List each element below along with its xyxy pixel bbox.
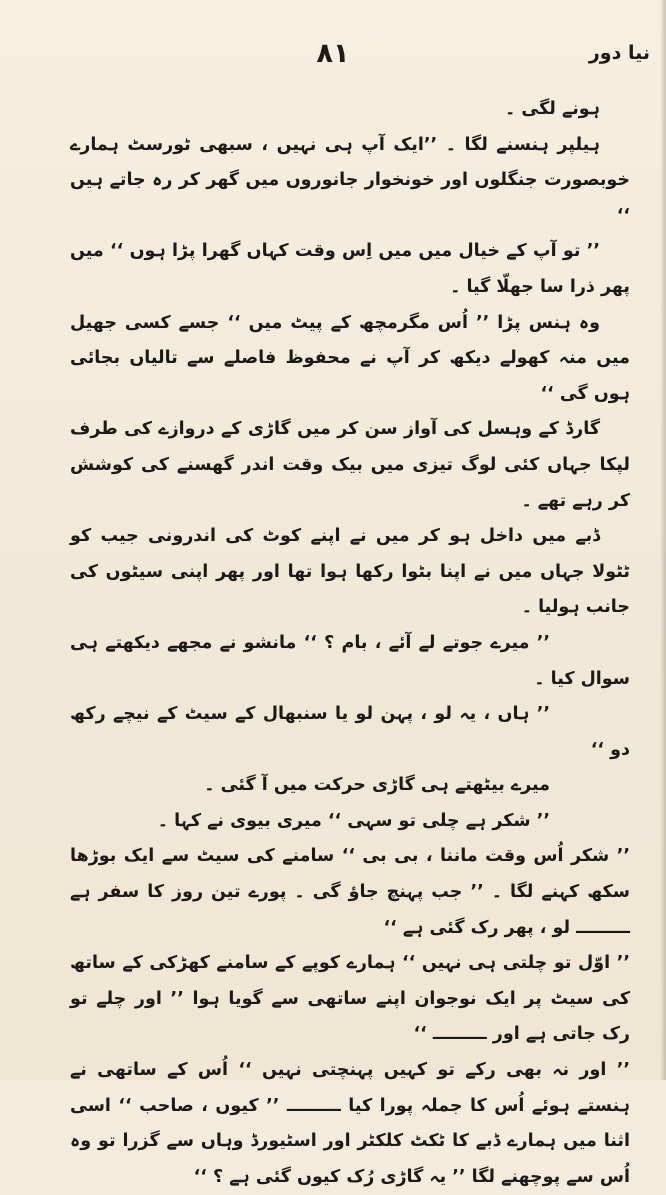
page-edge-shadow bbox=[660, 0, 666, 1080]
paragraph: ڈبے میں داخل ہو کر میں نے اپنے کوٹ کی اندرونی جیب کو ٹٹولا جہاں میں نے اپنا بٹوا رکھا ہوا تھا اور پھر اپنی سیٹوں کی جانب ہولیا ۔ bbox=[70, 526, 630, 618]
paragraph: ’’ اوّل تو چلتی ہی نہیں ‘‘ ہمارے کوپے کے سامنے کھڑکی کے ساتھ کی سیٹ پر ایک نوجوان اپنے ساتھی سے گویا ہوا ’’ اور چلے تو رک جاتی ہے اور ـــــــــ ‘‘ bbox=[70, 953, 630, 1045]
paragraph: ہیلپر ہنسنے لگا ۔ ’’ایک آپ ہی نہیں ، سبھی ٹورسٹ ہمارے خوبصورت جنگلوں اور خونخوار جانوروں میں گھر کر رہ جاتے ہیں ‘‘ bbox=[70, 134, 630, 226]
paragraph: میرے بیٹھتے ہی گاڑی حرکت میں آ گئی ۔ bbox=[204, 775, 550, 796]
paragraph: ’’ شکر ہے چلی تو سہی ‘‘ میری بیوی نے کہا ۔ bbox=[157, 810, 550, 831]
running-head: نیا دور bbox=[588, 42, 650, 64]
page-number: ۸۱ bbox=[316, 38, 350, 69]
paragraph: ’’ اور نہ بھی رکے تو کہیں پہنچتی نہیں ‘‘ اُس کے ساتھی نے ہنستے ہوئے اُس کا جملہ پورا کیا ـــــــــ ’’ کیوں ، صاحب ‘‘ اسی اثنا میں ہمارے ڈبے کا ٹکٹ کلکٹر اور اسٹیورڈ وہاں سے گزرا تو وہ اُس سے پوچھنے لگا ’’ یہ گاڑی رُک کیوں گئی ہے ؟ ‘‘ bbox=[70, 1060, 630, 1187]
page-header bbox=[0, 38, 666, 78]
paragraph: ’’ میرے جوتے لے آئے ، بام ؟ ‘‘ مانشو نے مجھے دیکھتے ہی سوال کیا ۔ bbox=[70, 632, 630, 689]
paragraph: ’’ تو آپ کے خیال میں میں اِس وقت کہاں گھرا پڑا ہوں ‘‘ میں پھر ذرا سا جھلّا گیا ۔ bbox=[70, 241, 630, 297]
paragraph: گارڈ کے وہسل کی آواز سن کر میں گاڑی کے دروازے کی طرف لپکا جہاں کئی لوگ تیزی میں بیک وقت اندر گھسنے کی کوشش کر رہے تھے ۔ bbox=[70, 419, 630, 511]
paragraph: وہ ہنس پڑا ’’ اُس مگرمچھ کے پیٹ میں ‘‘ جسے کسی جھیل میں منہ کھولے دیکھ کر آپ نے محفوظ فاصلے سے تالیاں بجائی ہوں گی ‘‘ bbox=[70, 312, 630, 404]
paragraph: ’’ شکر اُس وقت ماننا ، بی بی ‘‘ سامنے کی سیٹ سے ایک بوڑھا سکھ کہنے لگا ۔ ’’ جب پہنچ جاؤ گی ۔ پورے تین روز کا سفر ہے ـــــــــ لو ، پھر رک گئی ہے ‘‘ bbox=[70, 846, 630, 938]
paragraph: ہونے لگی ۔ bbox=[505, 99, 600, 119]
paragraph: ’’ ہاں ، یہ لو ، پہن لو یا سنبھال کے سیٹ کے نیچے رکھ دو ‘‘ bbox=[70, 704, 630, 760]
body-text bbox=[70, 92, 630, 1195]
